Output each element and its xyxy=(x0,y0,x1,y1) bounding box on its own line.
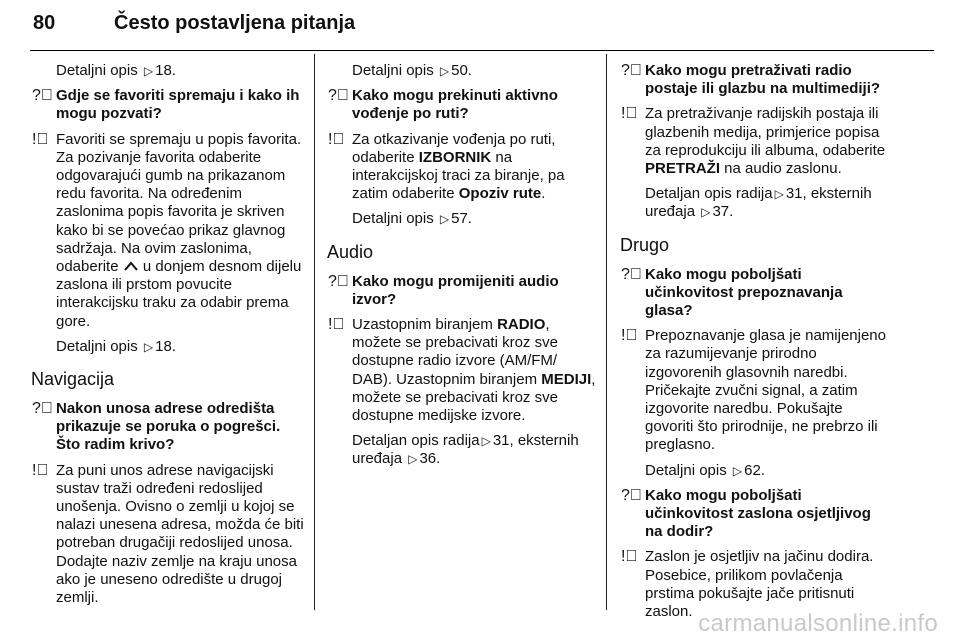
triangle-ref-icon: ▷ xyxy=(774,187,784,202)
question-circle-icon: ?⃝ xyxy=(328,87,349,105)
triangle-ref-icon: ▷ xyxy=(732,463,743,478)
triangle-ref-icon: ▷ xyxy=(408,452,418,467)
section-heading: Drugo xyxy=(620,234,670,255)
section-heading: Navigacija xyxy=(31,369,115,390)
exclamation-circle-icon: !⃝ xyxy=(621,327,638,345)
triangle-ref-icon: ▷ xyxy=(439,64,450,78)
faq-question: ?⃝ Nakon unosa adrese odredišta prikazuje se poruka o pogrešci. Što radim krivo? xyxy=(32,400,281,454)
triangle-ref-icon: ▷ xyxy=(143,64,154,78)
faq-question: ?⃝ Gdje se favoriti spremaju i kako ih mogu pozvati? xyxy=(32,87,300,123)
detail-reference: Detaljan opis radija ▷ 31, eksternih uređaja ▷ 37. xyxy=(645,185,872,221)
column-divider xyxy=(314,54,315,610)
detail-reference: Detaljni opis ▷ 57. xyxy=(352,210,472,228)
faq-question: ?⃝ Kako mogu promijeniti audio izvor? xyxy=(328,272,559,308)
detail-reference: Detaljan opis radija ▷ 31, eksternih uređaja ▷ 36. xyxy=(352,432,579,468)
question-circle-icon: ?⃝ xyxy=(621,265,642,283)
column-2 xyxy=(327,62,599,476)
triangle-ref-icon: ▷ xyxy=(701,205,711,220)
triangle-ref-icon: ▷ xyxy=(439,212,450,227)
exclamation-circle-icon: !⃝ xyxy=(621,548,638,566)
faq-answer: !⃝ Za pretraživanje radijskih postaja ili glazbenih medija, primjerice popisa za reprodukciju ili albuma, odaberite PRETRAŽI na audio zaslonu. xyxy=(621,105,886,178)
page-title: Često postavljena pitanja xyxy=(114,12,356,34)
column-1 xyxy=(31,62,305,614)
detail-reference: Detaljni opis ▷ 62. xyxy=(645,461,765,479)
faq-question: ?⃝ Kako mogu poboljšati učinkovitost zaslona osjetljivog na dodir? xyxy=(621,486,871,541)
faq-answer: !⃝ Za puni unos adrese navigacijski sustav traži određeni redoslijed unošenja. Ovisno o zemlji u kojoj se nalazi unesena adresa, možda će biti potreban drugačiji redoslijed unosa. Dodajte naziv zemlje na kraju unosa ako je uneseno odredište u drugoj zemlji. xyxy=(32,461,304,607)
chevron-up-icon xyxy=(123,260,139,271)
column-3 xyxy=(620,62,892,628)
faq-answer: !⃝ Uzastopnim biranjem RADIO, možete se prebacivati kroz sve dostupne radio izvore (AM/FM/ DAB). Uzastopnim biranjem MEDIJI, možete se prebacivati kroz sve dostupne medijske izvore. xyxy=(328,316,596,425)
column-divider xyxy=(606,54,607,610)
detail-reference: Detaljni opis ▷ 50. xyxy=(352,62,472,79)
faq-question: ?⃝ Kako mogu poboljšati učinkovitost prepoznavanja glasa? xyxy=(621,265,843,320)
faq-answer: !⃝ Prepoznavanje glasa je namijenjeno za razumijevanje prirodno izgovorenih glasovnih naredbi. Pričekajte zvučni signal, a zatim izgovorite naredbu. Pokušajte govoriti što prirodnije, ne prebrzo ili preglasno. xyxy=(621,327,886,454)
question-circle-icon: ?⃝ xyxy=(621,62,642,79)
faq-answer: !⃝ Zaslon je osjetljiv na jačinu dodira. Posebice, prilikom povlačenja prstima pokušajte jače pritisnuti zaslon. xyxy=(621,548,874,621)
exclamation-circle-icon: !⃝ xyxy=(621,105,638,123)
triangle-ref-icon: ▷ xyxy=(143,339,154,354)
question-circle-icon: ?⃝ xyxy=(32,87,53,105)
watermark: carmanualsonline.info xyxy=(698,610,938,637)
detail-reference: Detaljni opis ▷ 18. xyxy=(56,62,176,79)
faq-question: ?⃝ Kako mogu prekinuti aktivno vođenje po ruti? xyxy=(328,87,558,123)
exclamation-circle-icon: !⃝ xyxy=(328,316,345,334)
section-heading: Audio xyxy=(327,241,374,262)
detail-reference: Detaljni opis ▷ 18. xyxy=(56,337,176,355)
page-number: 80 xyxy=(33,12,56,34)
question-circle-icon: ?⃝ xyxy=(32,400,53,418)
question-circle-icon: ?⃝ xyxy=(621,486,642,504)
page-header xyxy=(30,6,934,51)
question-circle-icon: ?⃝ xyxy=(328,272,349,290)
exclamation-circle-icon: !⃝ xyxy=(32,461,49,479)
exclamation-circle-icon: !⃝ xyxy=(32,130,49,148)
faq-answer: !⃝ Za otkazivanje vođenja po ruti, odaberite IZBORNIK na interakcijskoj traci za biranje, pa zatim odaberite Opoziv rute. xyxy=(328,130,565,203)
faq-answer: !⃝ Favoriti se spremaju u popis favorita. Za pozivanje favorita odaberite odgovarajući gumb na prikazanom redu favorita. Na određenim zaslonima popis favorita je skriven kako bi se povećao prikaz glavnog sadržaja. Na ovim zaslonima, odaberite u donjem desnom dijelu zaslona ili prstom povucite interakcijsku traku za odabir prema gore. xyxy=(32,130,302,330)
exclamation-circle-icon: !⃝ xyxy=(328,130,345,148)
faq-question: ?⃝ Kako mogu pretraživati radio postaje ili glazbu na multimediji? xyxy=(621,62,881,98)
triangle-ref-icon: ▷ xyxy=(481,434,491,449)
